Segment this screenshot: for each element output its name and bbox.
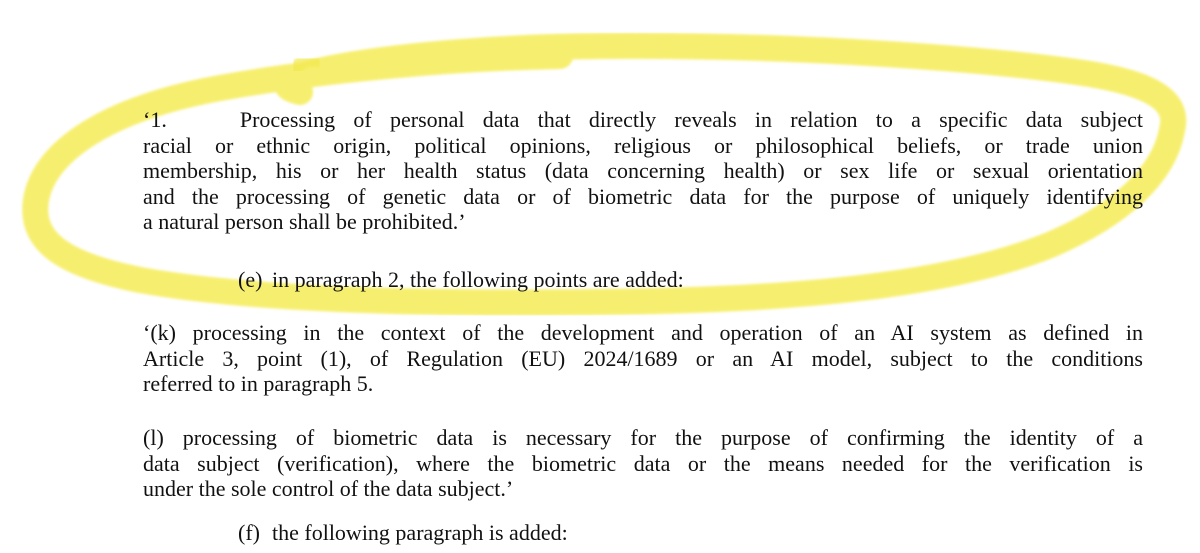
point-e-marker: (e): [238, 267, 263, 292]
paragraph-1-line: a natural person shall be prohibited.’: [143, 209, 466, 234]
paragraph-1-line: ‘1. Processing of personal data that directly reveals in relation to a specific data subject: [143, 107, 1143, 132]
point-l-line: data subject (verification), where the biometric data or the means needed for the verification is: [143, 450, 1143, 476]
point-f-marker: (f): [238, 520, 260, 545]
paragraph-1: [143, 107, 1143, 235]
paragraph-1-line: membership, his or her health status (data concerning health) or sex life or sexual orientation: [143, 158, 1143, 183]
point-l-line: (l) processing of biometric data is necessary for the purpose of confirming the identity of a: [143, 425, 1143, 450]
point-k-line: ‘(k) processing in the context of the development and operation of an AI system as defined in: [143, 320, 1143, 345]
point-l: [143, 425, 1143, 502]
point-f: [238, 520, 568, 546]
point-k-line: referred to in paragraph 5.: [143, 371, 374, 396]
point-e-text: in paragraph 2, the following points are added:: [272, 267, 684, 292]
point-k-line: Article 3, point (1), of Regulation (EU) 2024/1689 or an AI model, subject to the conditions: [143, 345, 1143, 371]
paragraph-1-line: and the processing of genetic data or of biometric data for the purpose of uniquely identifying: [143, 183, 1143, 209]
point-k: [143, 320, 1143, 397]
point-l-line: under the sole control of the data subject.’: [143, 476, 514, 501]
point-e: [238, 267, 684, 293]
point-f-text: the following paragraph is added:: [272, 520, 568, 545]
paragraph-1-line: racial or ethnic origin, political opinions, religious or philosophical beliefs, or trade union: [143, 132, 1143, 158]
